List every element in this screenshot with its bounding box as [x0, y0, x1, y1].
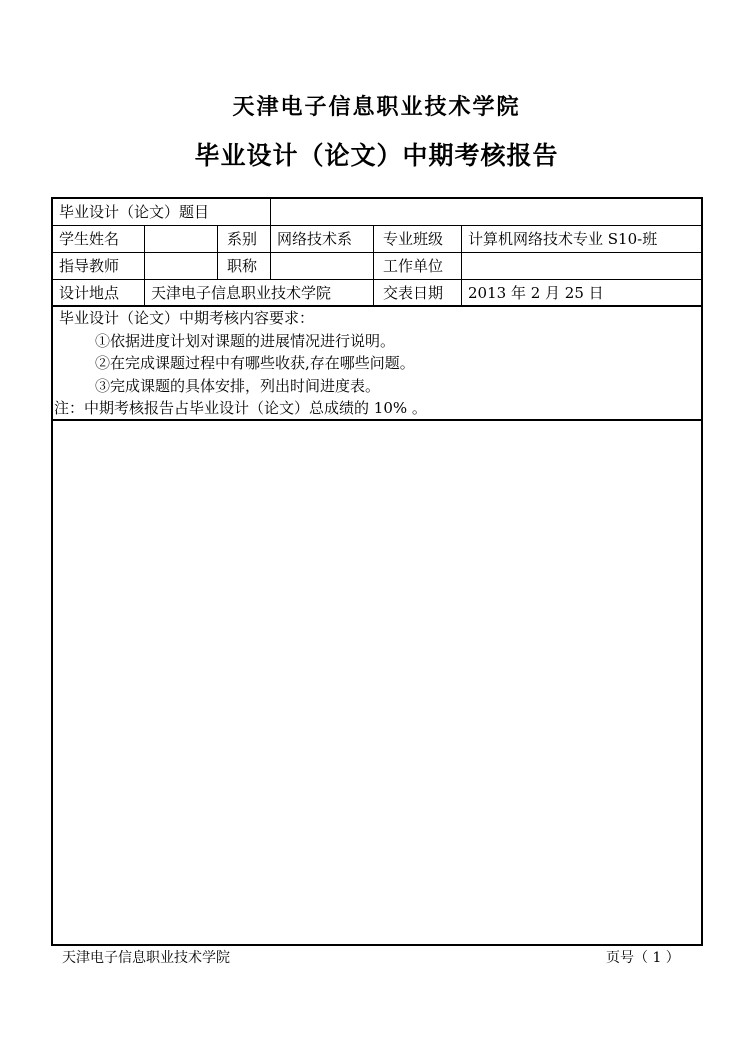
submit-date-value[interactable]: 2013 年 2 月 25 日 — [468, 284, 604, 302]
requirement-item: ③完成课题的具体安排，列出时间进度表。 — [95, 376, 381, 395]
student-name-label: 学生姓名 — [59, 230, 120, 248]
title-label: 职称 — [227, 257, 258, 275]
location-value[interactable]: 天津电子信息职业技术学院 — [151, 284, 332, 302]
title-field[interactable] — [271, 253, 373, 279]
department-value[interactable]: 网络技术系 — [277, 230, 353, 248]
requirement-item: ②在完成课题过程中有哪些收获,存在哪些问题。 — [95, 354, 415, 372]
requirement-item: ①依据进度计划对课题的进展情况进行说明。 — [95, 331, 396, 350]
department-label: 系别 — [227, 230, 258, 248]
submit-date-label: 交表日期 — [383, 284, 444, 302]
location-label: 设计地点 — [59, 284, 120, 302]
report-body-area[interactable] — [53, 421, 701, 944]
advisor-field[interactable] — [145, 253, 217, 279]
page-number: 页号（ 1 ） — [606, 950, 680, 966]
footer-school: 天津电子信息职业技术学院 — [62, 950, 230, 966]
topic-label: 毕业设计（论文）题目 — [59, 203, 210, 221]
report-form — [51, 197, 703, 946]
school-name-heading: 天津电子信息职业技术学院 — [232, 94, 521, 120]
workplace-label: 工作单位 — [383, 257, 444, 275]
requirements-heading: 毕业设计（论文）中期考核内容要求： — [59, 309, 315, 327]
requirements-note: 注：中期考核报告占毕业设计（论文）总成绩的 10% 。 — [54, 399, 427, 417]
requirements-section — [53, 307, 701, 420]
major-class-label: 专业班级 — [383, 230, 444, 248]
topic-field[interactable] — [271, 199, 701, 225]
advisor-label: 指导教师 — [59, 257, 120, 275]
workplace-field[interactable] — [462, 253, 701, 279]
student-name-field[interactable] — [145, 226, 217, 252]
report-title: 毕业设计（论文）中期考核报告 — [194, 141, 559, 170]
major-class-value[interactable]: 计算机网络技术专业 S10-班 — [468, 230, 658, 248]
